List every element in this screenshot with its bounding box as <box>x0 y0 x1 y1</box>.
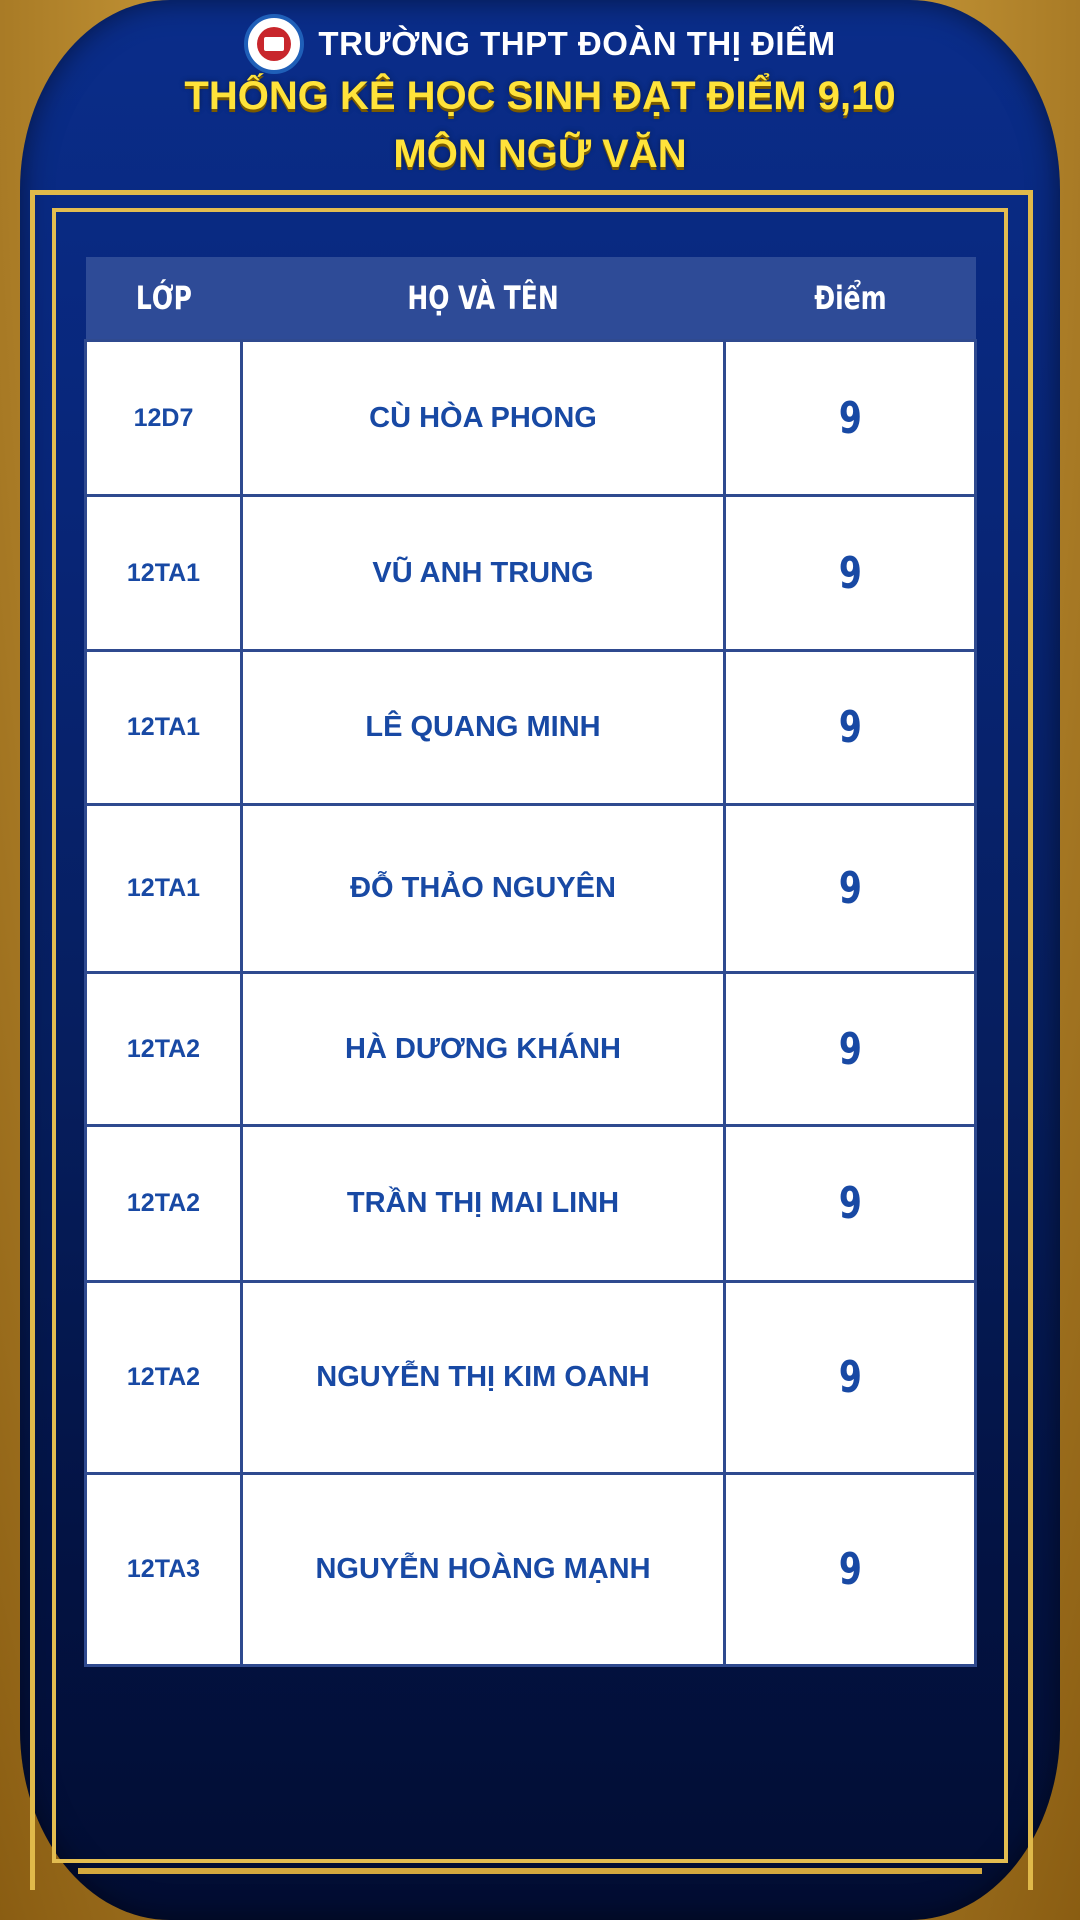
name-cell: VŨ ANH TRUNG <box>242 496 725 651</box>
class-cell: 12D7 <box>86 341 242 496</box>
class-cell: 12TA2 <box>86 1126 242 1282</box>
score-cell: 9 <box>725 973 976 1126</box>
name-cell: HÀ DƯƠNG KHÁNH <box>242 973 725 1126</box>
score-cell: 9 <box>725 496 976 651</box>
score-cell: 9 <box>725 651 976 805</box>
name-cell: TRẦN THỊ MAI LINH <box>242 1126 725 1282</box>
column-header-name: HỌ VÀ TÊN <box>242 257 725 341</box>
school-row <box>0 14 1080 74</box>
class-cell: 12TA1 <box>86 805 242 973</box>
table-row <box>86 1282 976 1474</box>
table-row <box>86 341 976 496</box>
column-header-class: LỚP <box>86 257 242 341</box>
table-row <box>86 496 976 651</box>
class-cell: 12TA2 <box>86 973 242 1126</box>
name-cell: ĐỖ THẢO NGUYÊN <box>242 805 725 973</box>
score-cell: 9 <box>725 341 976 496</box>
score-cell: 9 <box>725 805 976 973</box>
school-name: TRƯỜNG THPT ĐOÀN THỊ ĐIỂM <box>318 25 836 62</box>
column-header-score: Điểm <box>725 257 976 341</box>
table-header-row <box>86 257 976 341</box>
poster-header <box>0 0 1080 185</box>
name-cell: CÙ HÒA PHONG <box>242 341 725 496</box>
table-row <box>86 1474 976 1666</box>
school-logo-icon <box>244 14 304 74</box>
table-row <box>86 1126 976 1282</box>
score-cell: 9 <box>725 1282 976 1474</box>
table-row <box>86 651 976 805</box>
title-line-1: THỐNG KÊ HỌC SINH ĐẠT ĐIỂM 9,10 <box>184 74 896 118</box>
class-cell: 12TA2 <box>86 1282 242 1474</box>
class-cell: 12TA1 <box>86 496 242 651</box>
class-cell: 12TA3 <box>86 1474 242 1666</box>
name-cell: LÊ QUANG MINH <box>242 651 725 805</box>
name-cell: NGUYỄN THỊ KIM OANH <box>242 1282 725 1474</box>
table-row <box>86 805 976 973</box>
name-cell: NGUYỄN HOÀNG MẠNH <box>242 1474 725 1666</box>
class-cell: 12TA1 <box>86 651 242 805</box>
title-line-2: MÔN NGỮ VĂN <box>393 132 687 176</box>
score-cell: 9 <box>725 1474 976 1666</box>
gold-frame-bottom <box>78 1868 982 1874</box>
score-cell: 9 <box>725 1126 976 1282</box>
score-table <box>84 257 977 1667</box>
table-row <box>86 973 976 1126</box>
